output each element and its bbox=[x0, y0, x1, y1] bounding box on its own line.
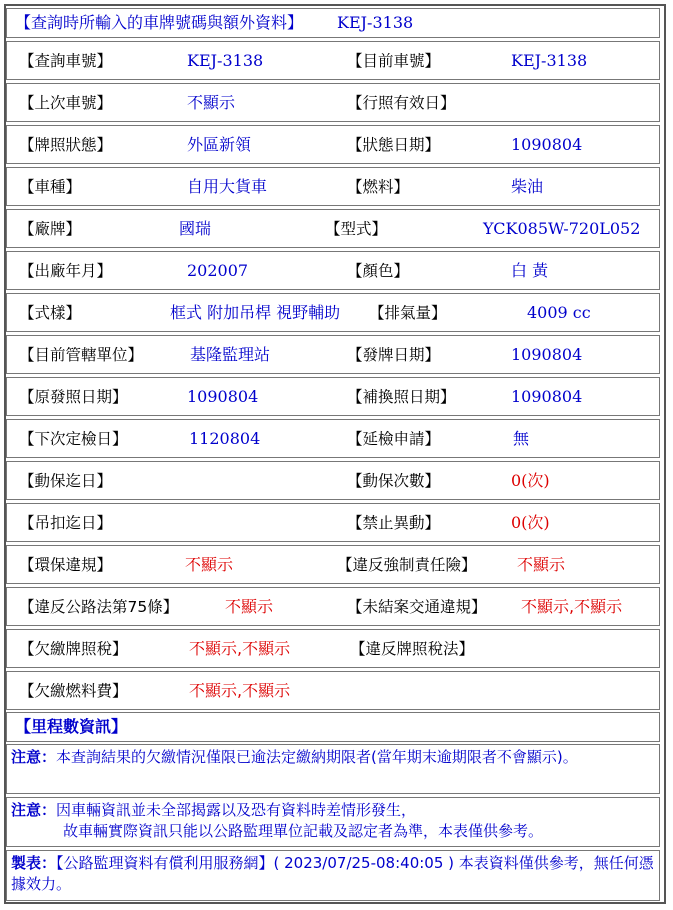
field-value: 1090804 bbox=[187, 387, 259, 406]
data-row bbox=[6, 335, 660, 374]
field-label: 【違反強制責任險】 bbox=[337, 556, 477, 574]
field-value: 不顯示 bbox=[225, 597, 274, 616]
field-label: 【欠繳牌照稅】 bbox=[19, 640, 128, 658]
field-label: 【查詢車號】 bbox=[19, 52, 113, 70]
footer-label: 製表： bbox=[11, 854, 57, 872]
field-value: 1120804 bbox=[189, 429, 261, 448]
field-value: 4009 cc bbox=[527, 303, 591, 322]
data-row bbox=[6, 251, 660, 290]
field-label: 【下次定檢日】 bbox=[19, 430, 128, 448]
field-label: 【式樣】 bbox=[19, 304, 82, 322]
header-title: 【查詢時所輸入的車牌號碼與額外資料】 bbox=[15, 13, 304, 32]
field-value: 不顯示,不顯示 bbox=[189, 639, 291, 658]
note-1-text: 本查詢結果的欠繳情況僅限已逾法定繳納期限者(當年期末逾期限者不會顯示)。 bbox=[56, 748, 578, 766]
data-row bbox=[6, 419, 660, 458]
field-label: 【車種】 bbox=[19, 178, 82, 196]
mileage-row bbox=[6, 712, 660, 742]
field-label: 【上次車號】 bbox=[19, 94, 113, 112]
field-value: 基隆監理站 bbox=[190, 345, 271, 364]
field-label: 【未結案交通違規】 bbox=[347, 598, 487, 616]
field-value: 0(次) bbox=[511, 513, 550, 532]
field-label: 【型式】 bbox=[325, 220, 388, 238]
field-label: 【出廠年月】 bbox=[19, 262, 113, 280]
data-row bbox=[6, 629, 660, 668]
field-label: 【燃料】 bbox=[347, 178, 410, 196]
field-label: 【欠繳燃料費】 bbox=[19, 682, 128, 700]
field-label: 【吊扣迄日】 bbox=[19, 514, 113, 532]
field-value: 1090804 bbox=[511, 135, 583, 154]
data-row bbox=[6, 377, 660, 416]
field-label: 【行照有效日】 bbox=[347, 94, 456, 112]
field-value: 1090804 bbox=[511, 345, 583, 364]
note-1-label: 注意： bbox=[11, 748, 57, 766]
field-value: 1090804 bbox=[511, 387, 583, 406]
field-label: 【動保次數】 bbox=[347, 472, 441, 490]
field-value: 白 黃 bbox=[511, 261, 549, 280]
field-label: 【環保違規】 bbox=[19, 556, 113, 574]
data-row bbox=[6, 83, 660, 122]
field-value: 柴油 bbox=[511, 177, 544, 196]
field-value: 框式 附加吊桿 視野輔助 bbox=[170, 303, 341, 322]
data-row bbox=[6, 461, 660, 500]
data-row bbox=[6, 545, 660, 584]
field-value: 0(次) bbox=[511, 471, 550, 490]
field-value: KEJ-3138 bbox=[511, 51, 588, 70]
field-label: 【動保迄日】 bbox=[19, 472, 113, 490]
note-2-label: 注意： bbox=[11, 801, 57, 819]
data-row bbox=[6, 41, 660, 80]
field-value: 自用大貨車 bbox=[187, 177, 268, 196]
field-label: 【違反公路法第75條】 bbox=[19, 598, 179, 616]
field-value: 外區新領 bbox=[187, 135, 252, 154]
field-value: 不顯示 bbox=[185, 555, 234, 574]
footer-text: 【公路監理資料有償利用服務網】( 2023/07/25-08:40:05 ) 本表資料僅供參考，無任何憑據效力。 bbox=[11, 854, 654, 893]
data-row bbox=[6, 503, 660, 542]
field-label: 【延檢申請】 bbox=[347, 430, 441, 448]
field-label: 【違反牌照稅法】 bbox=[350, 640, 475, 658]
field-label: 【牌照狀態】 bbox=[19, 136, 113, 154]
field-value: 202007 bbox=[187, 261, 249, 280]
note-2 bbox=[6, 797, 660, 847]
field-value: 無 bbox=[513, 429, 530, 448]
note-1 bbox=[6, 744, 660, 794]
data-row bbox=[6, 167, 660, 206]
footer-note bbox=[6, 850, 660, 901]
data-row bbox=[6, 293, 660, 332]
data-row bbox=[6, 125, 660, 164]
field-value: 不顯示,不顯示 bbox=[189, 681, 291, 700]
field-value: 國瑞 bbox=[179, 219, 212, 238]
field-value: YCK085W-720L052 bbox=[483, 219, 641, 238]
field-label: 【發牌日期】 bbox=[347, 346, 441, 364]
mileage-title: 【里程數資訊】 bbox=[15, 717, 128, 736]
header-row bbox=[6, 8, 660, 38]
header-plate: KEJ-3138 bbox=[337, 13, 414, 32]
field-label: 【排氣量】 bbox=[369, 304, 447, 322]
field-label: 【禁止異動】 bbox=[347, 514, 441, 532]
field-label: 【目前管轄單位】 bbox=[19, 346, 144, 364]
data-row bbox=[6, 209, 660, 248]
data-row bbox=[6, 671, 660, 710]
field-value: KEJ-3138 bbox=[187, 51, 264, 70]
note-2-line-1: 因車輛資訊並未全部揭露以及恐有資料時差情形發生， bbox=[56, 801, 417, 819]
field-value: 不顯示 bbox=[517, 555, 566, 574]
data-row bbox=[6, 587, 660, 626]
field-label: 【廠牌】 bbox=[19, 220, 82, 238]
field-value: 不顯示 bbox=[187, 93, 236, 112]
field-label: 【原發照日期】 bbox=[19, 388, 128, 406]
field-label: 【狀態日期】 bbox=[347, 136, 441, 154]
field-label: 【目前車號】 bbox=[347, 52, 441, 70]
field-label: 【補換照日期】 bbox=[347, 388, 456, 406]
field-label: 【顏色】 bbox=[347, 262, 410, 280]
note-2-line-2: 故車輛實際資訊只能以公路監理單位記載及認定者為準，本表僅供參考。 bbox=[63, 822, 544, 840]
field-value: 不顯示,不顯示 bbox=[521, 597, 623, 616]
